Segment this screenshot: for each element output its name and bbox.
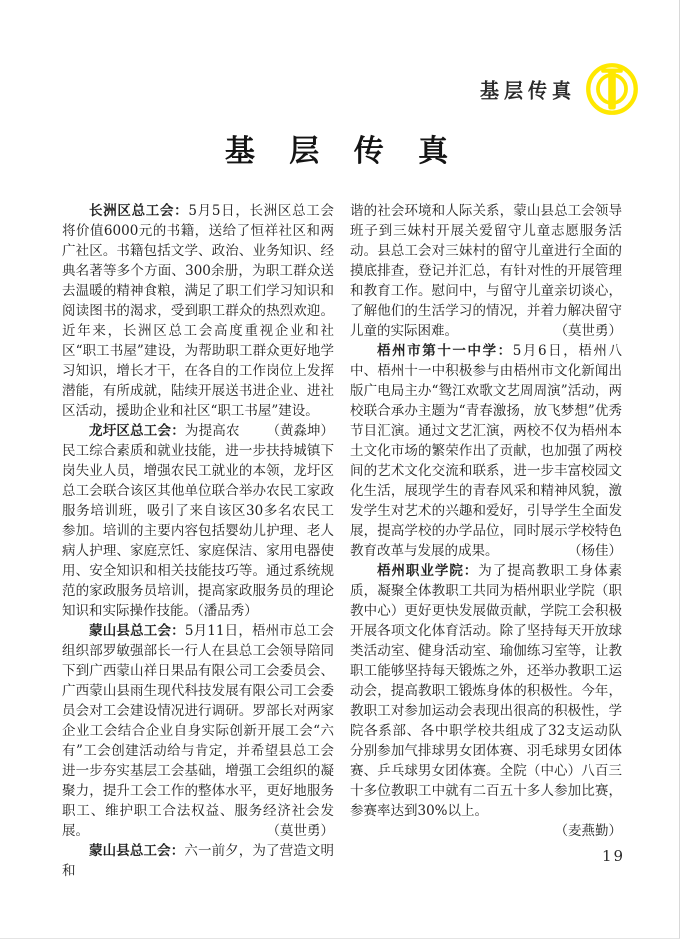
article-paragraph-continuation [350, 201, 622, 341]
article-paragraph [350, 561, 622, 821]
running-head-label: 基层传真 [479, 79, 576, 103]
article-body: 六一前夕，为了营造文明和 [62, 843, 335, 879]
trade-union-logo-icon [585, 62, 639, 116]
article-paragraph [62, 841, 334, 881]
page-number: 19 [602, 847, 626, 865]
article-lead: 梧州职业学院： [377, 563, 479, 579]
article-byline: （杨佳） [568, 543, 622, 559]
article-body: 5月5日，长洲区总工会将价值6000元的书籍，送给了恒祥社区和两广社区。书籍包括文学、政治、业务知识、经典名著等多个方面、300余册，为职工群众送去温暖的精神食粮，满足了职工们学习知识和阅读图书的渴求，受到职工群众的热烈欢迎。近年来，长洲区总工会高度重视企业和社区“职工书屋”建设，为帮助职工群众更好地学习知识，增长才干，在各自的工作岗位上发挥潜能，有所成就，陆续开展送书进企业、进社区活动，援助企业和社区“职工书屋”建设。 [62, 203, 335, 419]
article-lead: 梧州市第十一中学： [377, 343, 513, 359]
article-lead: 长洲区总工会： [89, 203, 189, 219]
article-byline: （黄淼坤） [266, 423, 334, 439]
article-body: 为提高农民工综合素质和就业技能，进一步扶持城镇下岗失业人员，增强农民工就业的本领，龙圩区总工会联合该区其他单位联合举办农民工家政服务培训班，吸引了来自该区30多名农民工参加。培训的主要内容包括婴幼儿护理、老人病人护理、家庭烹饪、家庭保洁、家用电器使用、安全知识和相关技能技巧等。通过系统规范的家政服务员培训，提高家政服务员的理论知识和实际操作技能。 [62, 423, 334, 619]
article-body: 5月6日，梧州八中、梧州十一中积极参与由梧州市文化新闻出版广电局主办“鸳江欢歌文艺周周演”活动，两校联合承办主题为“青春激扬，放飞梦想”优秀节目汇演。通过文艺汇演，两校不仅为梧州本土文化市场的繁荣作出了贡献，也加强了两校间的艺术文化交流和联系，进一步丰富校园文化生活，展现学生的青春风采和精神风貌，激发学生对艺术的兴趣和爱好，引导学生全面发展，提高学校的办学品位，同时展示学校特色教育改革与发展的成果。 [350, 343, 623, 559]
article-paragraph [350, 341, 622, 561]
article-lead: 蒙山县总工会： [89, 623, 185, 639]
article-body: 5月11日，梧州市总工会组织部罗敏强部长一行人在县总工会领导陪同下到广西蒙山祥日果品有限公司工会委员会、广西蒙山县雨生现代科技发展有限公司工会委员会对工会建设情况进行调研。罗部长对两家企业工会结合企业自身实际创新开展工会“六有”工会创建活动给与肯定，并希望县总工会进一步夯实基层工会基础，增强工会组织的凝聚力，提升工会工作的整体水平，更好地服务职工、维护职工合法权益、服务经济社会发展。 [62, 623, 334, 839]
column-right [350, 201, 622, 841]
article-byline: （莫世勇） [266, 823, 334, 839]
page-title: 基 层 传 真 [224, 134, 455, 169]
article-byline: （莫世勇） [554, 323, 622, 339]
article-lead: 龙圩区总工会： [89, 423, 185, 439]
article-byline: （潘品秀） [197, 603, 258, 619]
column-left [62, 201, 334, 881]
article-lead: 蒙山县总工会： [89, 843, 185, 859]
article-paragraph [62, 621, 334, 841]
article-body: 为了提高教职工身体素质，凝聚全体教职工共同为梧州职业学院（职教中心）更好更快发展做贡献，学院工会积极开展各项文化体育活动。除了坚持每天开放球类活动室、健身活动室、瑜伽练习室等，让教职工能够坚持每天锻炼之外，还举办教职工运动会，提高教职工锻炼身体的积极性。今年，教职工对参加运动会表现出很高的积极性，学院各系部、各中职学校共组成了32支运动队分别参加气排球男女团体赛、羽毛球男女团体赛、乒乓球男女团体赛。全院（中心）八百三十多位教职工中就有二百五十多人参加比赛，参赛率达到30%以上。 [350, 563, 622, 819]
article-body: 谐的社会环境和人际关系，蒙山县总工会领导班子到三妹村开展关爱留守儿童志愿服务活动。县总工会对三妹村的留守儿童进行全面的摸底排查，登记并汇总，有针对性的开展管理和教育工作。慰问中，与留守儿童亲切谈心，了解他们的生活学习的情况，并着力解决留守儿童的实际困难。 [350, 203, 622, 339]
running-head [480, 62, 639, 116]
article-paragraph [62, 421, 334, 621]
article-byline: （麦燕勤） [554, 823, 622, 839]
